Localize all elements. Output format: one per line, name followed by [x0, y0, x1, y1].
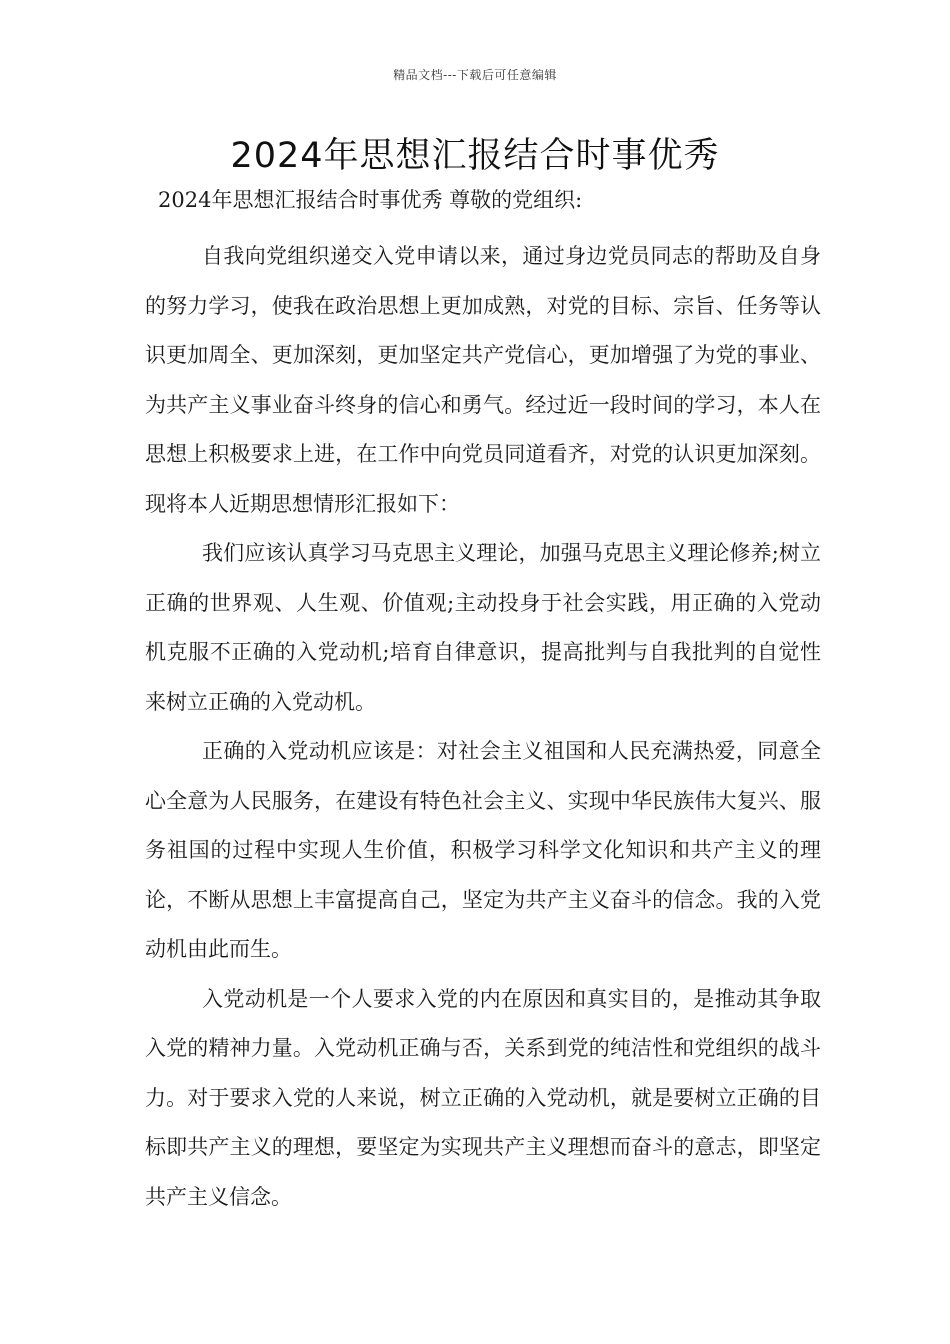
paragraph: 正确的入党动机应该是：对社会主义祖国和人民充满热爱，同意全心全意为人民服务，在建设有特色社会主义、实现中华民族伟大复兴、服务祖国的过程中实现人生价值，积极学习科学文化知识和共产主义的理论，不断从思想上丰富提高自己，坚定为共产主义奋斗的信念。我的入党动机由此而生。	[145, 739, 821, 961]
lead-line: 2024年思想汇报结合时事优秀 尊敬的党组织:	[158, 188, 583, 212]
document-body	[145, 232, 821, 1222]
paragraph: 入党动机是一个人要求入党的内在原因和真实目的，是推动其争取入党的精神力量。入党动机正确与否，关系到党的纯洁性和党组织的战斗力。对于要求入党的人来说，树立正确的入党动机，就是要树立正确的目标即共产主义的理想，要坚定为实现共产主义理想而奋斗的意志，即坚定共产主义信念。	[145, 986, 821, 1209]
paragraph: 我们应该认真学习马克思主义理论，加强马克思主义理论修养;树立正确的世界观、人生观、价值观;主动投身于社会实践，用正确的入党动机克服不正确的入党动机;培育自律意识，提高批判与自我批判的自觉性来树立正确的入党动机。	[145, 541, 821, 714]
paragraph: 自我向党组织递交入党申请以来，通过身边党员同志的帮助及自身的努力学习，使我在政治思想上更加成熟，对党的目标、宗旨、任务等认识更加周全、更加深刻，更加坚定共产党信心，更加增强了为党的事业、为共产主义事业奋斗终身的信心和勇气。经过近一段时间的学习，本人在思想上积极要求上进，在工作中向党员同道看齐，对党的认识更加深刻。现将本人近期思想情形汇报如下：	[145, 244, 821, 516]
document-title: 2024年思想汇报结合时事优秀	[230, 136, 720, 176]
header-note: 精品文档---下载后可任意编辑	[393, 68, 557, 82]
